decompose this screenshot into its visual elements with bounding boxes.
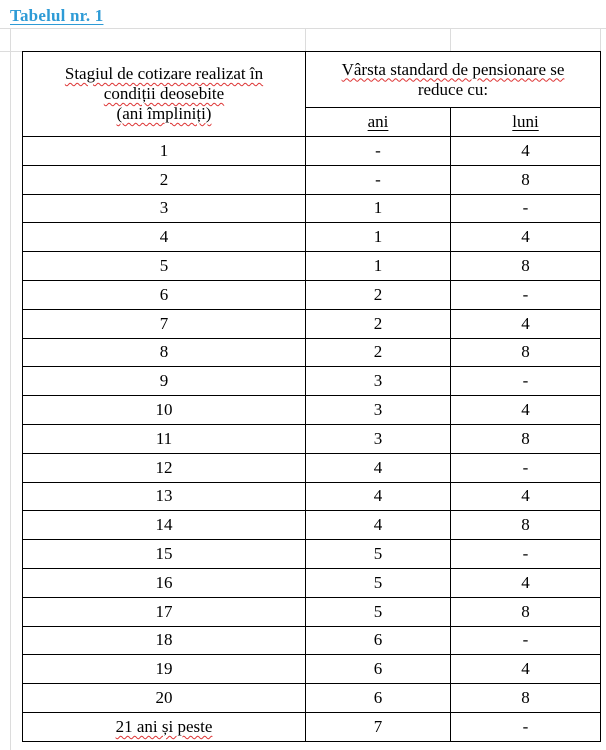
cell-stagiu: 15: [23, 540, 306, 569]
table-row: [23, 223, 601, 252]
cell-stagiu: 2: [23, 165, 306, 194]
cell-stagiu: 10: [23, 396, 306, 425]
cell-stagiu: 7: [23, 309, 306, 338]
cell-luni: 8: [451, 597, 601, 626]
cell-stagiu: 20: [23, 684, 306, 713]
table-row: [23, 540, 601, 569]
pension-reduction-table: [22, 51, 601, 742]
document-title: Tabelul nr. 1: [10, 6, 104, 25]
cell-ani: 4: [306, 511, 451, 540]
cell-luni: -: [451, 712, 601, 741]
cell-luni: 4: [451, 396, 601, 425]
table-row: [23, 338, 601, 367]
cell-stagiu: 14: [23, 511, 306, 540]
cell-luni: 8: [451, 165, 601, 194]
header-stagiu: [23, 52, 306, 137]
cell-stagiu: 8: [23, 338, 306, 367]
cell-ani: 6: [306, 684, 451, 713]
cell-stagiu: 18: [23, 626, 306, 655]
header-stagiu-line1: Stagiul de cotizare realizat în: [64, 64, 264, 83]
cell-ani: 2: [306, 338, 451, 367]
header-luni-label: luni: [512, 112, 539, 131]
cell-ani: 1: [306, 194, 451, 223]
header-stagiu-line3: (ani împliniți): [116, 104, 212, 123]
header-ani-label: ani: [367, 112, 389, 131]
table-row: [23, 396, 601, 425]
cell-luni: 8: [451, 424, 601, 453]
cell-stagiu: 3: [23, 194, 306, 223]
cell-stagiu: 6: [23, 280, 306, 309]
header-stagiu-line2: condiții deosebite: [103, 84, 225, 103]
cell-ani: 5: [306, 540, 451, 569]
table-row: [23, 137, 601, 166]
cell-stagiu: 1: [23, 137, 306, 166]
cell-stagiu: 13: [23, 482, 306, 511]
cell-luni: -: [451, 540, 601, 569]
cell-stagiu: 12: [23, 453, 306, 482]
table-row: [23, 252, 601, 281]
header-luni: [451, 108, 601, 137]
cell-ani: 6: [306, 626, 451, 655]
cell-luni: -: [451, 280, 601, 309]
cell-luni: 8: [451, 252, 601, 281]
table-row: [23, 194, 601, 223]
cell-luni: -: [451, 367, 601, 396]
table-row: [23, 424, 601, 453]
cell-stagiu: 19: [23, 655, 306, 684]
cell-luni: 4: [451, 137, 601, 166]
cell-luni: -: [451, 626, 601, 655]
cell-luni: 8: [451, 338, 601, 367]
cell-ani: -: [306, 165, 451, 194]
table-row: [23, 597, 601, 626]
header-varsta-line2: reduce cu:: [417, 79, 489, 99]
cell-luni: 4: [451, 223, 601, 252]
cell-ani: 2: [306, 280, 451, 309]
cell-ani: 1: [306, 223, 451, 252]
header-ani: [306, 108, 451, 137]
table-row: [23, 511, 601, 540]
cell-ani: 4: [306, 482, 451, 511]
header-varsta-line1: Vârsta standard de pensionare se: [341, 59, 565, 79]
table-row: [23, 309, 601, 338]
cell-ani: 7: [306, 712, 451, 741]
cell-luni: 4: [451, 482, 601, 511]
cell-stagiu: 21 ani și peste: [23, 712, 306, 741]
cell-stagiu: 9: [23, 367, 306, 396]
cell-luni: 4: [451, 309, 601, 338]
cell-luni: 4: [451, 568, 601, 597]
cell-ani: 2: [306, 309, 451, 338]
cell-stagiu: 5: [23, 252, 306, 281]
table-row: [23, 367, 601, 396]
cell-stagiu: 17: [23, 597, 306, 626]
table-row: [23, 568, 601, 597]
cell-stagiu: 11: [23, 424, 306, 453]
table-body: [23, 137, 601, 742]
cell-stagiu: 16: [23, 568, 306, 597]
cell-stagiu: 4: [23, 223, 306, 252]
cell-ani: 5: [306, 597, 451, 626]
table-row: [23, 453, 601, 482]
cell-ani: 5: [306, 568, 451, 597]
cell-luni: 4: [451, 655, 601, 684]
cell-ani: 3: [306, 424, 451, 453]
cell-luni: -: [451, 194, 601, 223]
table-row: [23, 712, 601, 741]
header-varsta: [306, 52, 601, 108]
table-row: [23, 280, 601, 309]
cell-luni: 8: [451, 684, 601, 713]
cell-ani: 3: [306, 367, 451, 396]
table-row: [23, 626, 601, 655]
table-row: [23, 482, 601, 511]
cell-ani: 1: [306, 252, 451, 281]
cell-ani: -: [306, 137, 451, 166]
table-row: [23, 684, 601, 713]
cell-ani: 6: [306, 655, 451, 684]
cell-ani: 4: [306, 453, 451, 482]
table-row: [23, 165, 601, 194]
table-row: [23, 655, 601, 684]
cell-ani: 3: [306, 396, 451, 425]
cell-luni: 8: [451, 511, 601, 540]
cell-luni: -: [451, 453, 601, 482]
